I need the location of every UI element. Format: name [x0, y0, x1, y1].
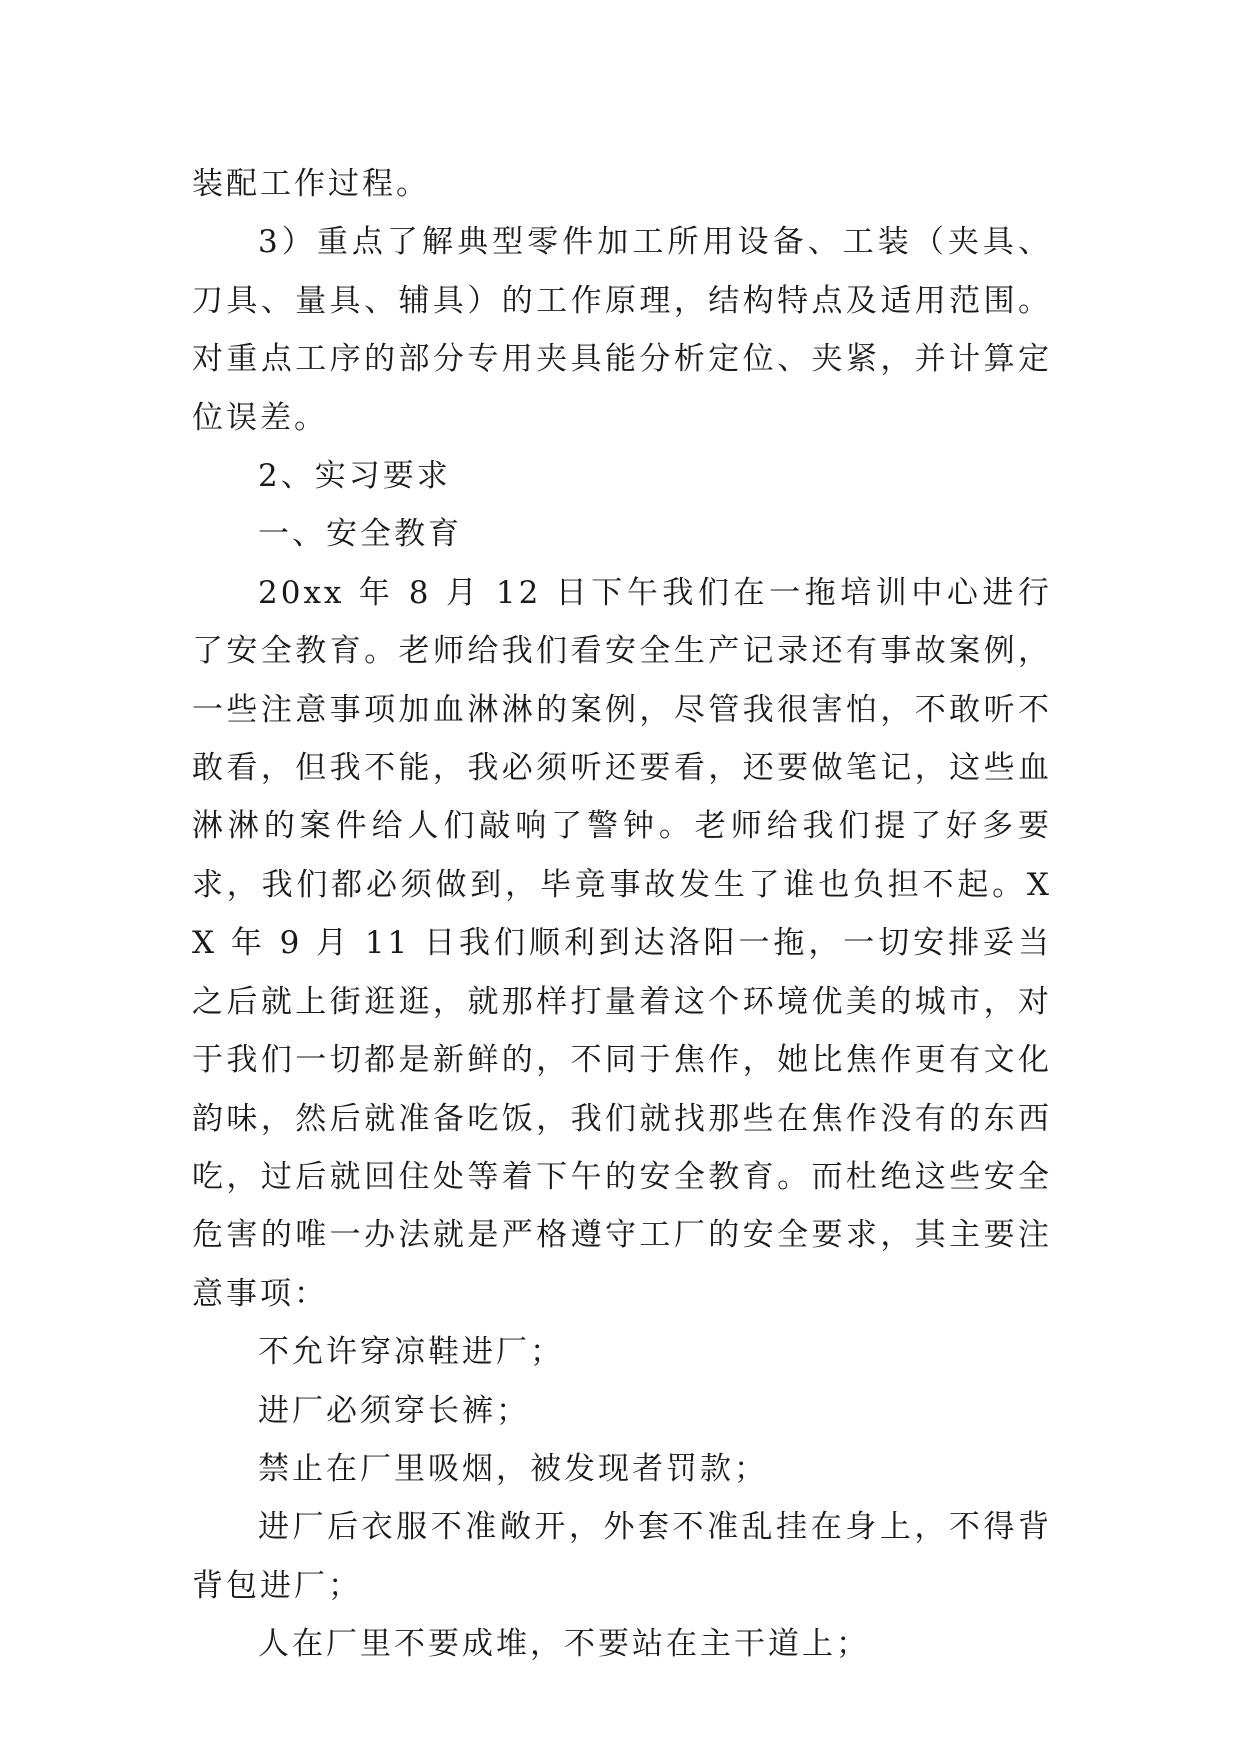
safety-rule-no-crowding: 人在厂里不要成堆，不要站在主干道上；	[258, 1626, 870, 1663]
section-heading-safety-education: 一、安全教育	[258, 516, 462, 553]
paragraph-learning-goal-3: 3）重点了解典型零件加工所用设备、工装（夹具、刀具、量具、辅具）的工作原理，结构特点及适用范围。对重点工序的部分专用夹具能分析定位、夹紧，并计算定位误差。	[192, 224, 1052, 436]
paragraph-safety-education-narrative: 20xx 年 8 月 12 日下午我们在一拖培训中心进行了安全教育。老师给我们看安全生产记录还有事故案例，一些注意事项加血淋淋的案例，尽管我很害怕，不敢听不敢看，但我不能，我必须听还要看，还要做笔记，这些血淋淋的案件给人们敲响了警钟。老师给我们提了好多要求，我们都必须做到，毕竟事故发生了谁也负担不起。XX 年 9 月 11 日我们顺利到达洛阳一拖，一切安排妥当之后就上街逛逛，就那样打量着这个环境优美的城市，对于我们一切都是新鲜的，不同于焦作，她比焦作更有文化韵味，然后就准备吃饭，我们就找那些在焦作没有的东西吃，过后就回住处等着下午的安全教育。而杜绝这些安全危害的唯一办法就是严格遵守工厂的安全要求，其主要注意事项：	[192, 574, 1052, 1312]
safety-rule-long-pants: 进厂必须穿长裤；	[258, 1392, 530, 1429]
section-heading-internship-requirements: 2、实习要求	[258, 458, 451, 495]
paragraph-continuation: 装配工作过程。	[192, 166, 430, 202]
document-body	[192, 155, 1052, 1674]
safety-rule-clothing-backpack: 进厂后衣服不准敞开，外套不准乱挂在身上，不得背背包进厂；	[192, 1509, 1052, 1604]
safety-rule-no-smoking: 禁止在厂里吸烟，被发现者罚款；	[258, 1450, 768, 1487]
safety-rule-no-sandals: 不允许穿凉鞋进厂；	[258, 1334, 564, 1371]
